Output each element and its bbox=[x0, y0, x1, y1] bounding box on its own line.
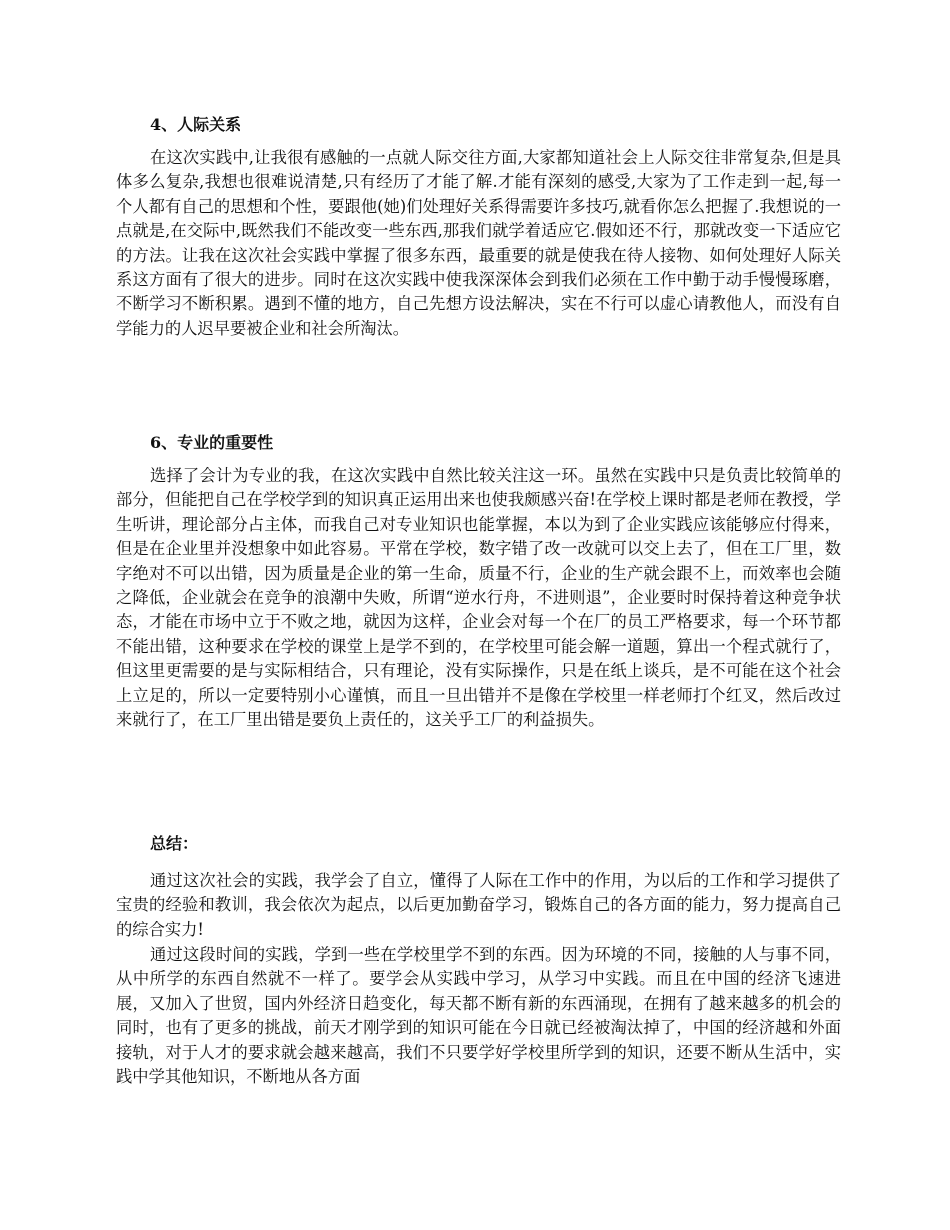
paragraph-major-importance: 选择了会计为专业的我，在这次实践中自然比较关注这一环。虽然在实践中只是负责比较简单的部分，但能把自己在学校学到的知识真正运用出来也使我颇感兴奋!在学校上课时都是老师在教授，学生听讲，理论部分占主体，而我自己对专业知识也能掌握，本以为到了企业实践应该能够应付得来，但是在企业里并没想象中如此容易。平常在学校，数字错了改一改就可以交上去了，但在工厂里，数字绝对不可以出错，因为质量是企业的第一生命，质量不行，企业的生产就会跟不上，而效率也会随之降低，企业就会在竞争的浪潮中失败，所谓“逆水行舟，不进则退”，企业要时时保持着这种竞争状态，才能在市场中立于不败之地，就因为这样，企业会对每一个在厂的员工严格要求，每一个环节都不能出错，这种要求在学校的课堂上是学不到的，在学校里可能会解一道题，算出一个程式就行了，但这里更需要的是与实际相结合，只有理论，没有实际操作，只是在纸上谈兵，是不可能在这个社会上立足的，所以一定要特别小心谨慎，而且一旦出错并不是像在学校里一样老师打个红叉，然后改过来就行了，在工厂里出错是要负上责任的，这关乎工厂的利益损失。 bbox=[116, 466, 841, 730]
section-heading-interpersonal: 4、人际关系 bbox=[150, 115, 242, 134]
section-heading-summary: 总结： bbox=[150, 834, 199, 853]
paragraph-summary-2: 通过这段时间的实践，学到一些在学校里学不到的东西。因为环境的不同，接触的人与事不同，从中所学的东西自然就不一样了。要学会从实践中学习，从学习中实践。而且在中国的经济飞速进展，又加入了世贸，国内外经济日趋变化，每天都不断有新的东西涌现，在拥有了越来越多的机会的同时，也有了更多的挑战，前天才刚学到的知识可能在今日就已经被淘汰掉了，中国的经济越和外面接轨，对于人才的要求就会越来越高，我们不只要学好学校里所学到的知识，还要不断从生活中，实践中学其他知识，不断地从各方面 bbox=[116, 945, 841, 1087]
paragraph-summary-1: 通过这次社会的实践，我学会了自立，懂得了人际在工作中的作用，为以后的工作和学习提供了宝贵的经验和教训，我会依次为起点，以后更加勤奋学习，锻炼自己的各方面的能力，努力提高自己的综合实力! bbox=[116, 871, 841, 939]
paragraph-interpersonal: 在这次实践中,让我很有感触的一点就人际交往方面,大家都知道社会上人际交往非常复杂,但是具体多么复杂,我想也很难说清楚,只有经历了才能了解.才能有深刻的感受,大家为了工作走到一起,每一个人都有自己的思想和个性，要跟他(她)们处理好关系得需要许多技巧,就看你怎么把握了.我想说的一点就是,在交际中,既然我们不能改变一些东西,那我们就学着适应它.假如还不行，那就改变一下适应它的方法。让我在这次社会实践中掌握了很多东西，最重要的就是使我在待人接物、如何处理好人际关系这方面有了很大的进步。同时在这次实践中使我深深体会到我们必须在工作中勤于动手慢慢琢磨，不断学习不断积累。遇到不懂的地方，自己先想方设法解决，实在不行可以虚心请教他人，而没有自学能力的人迟早要被企业和社会所淘汰。 bbox=[116, 148, 841, 338]
section-heading-major-importance: 6、专业的重要性 bbox=[150, 433, 274, 452]
